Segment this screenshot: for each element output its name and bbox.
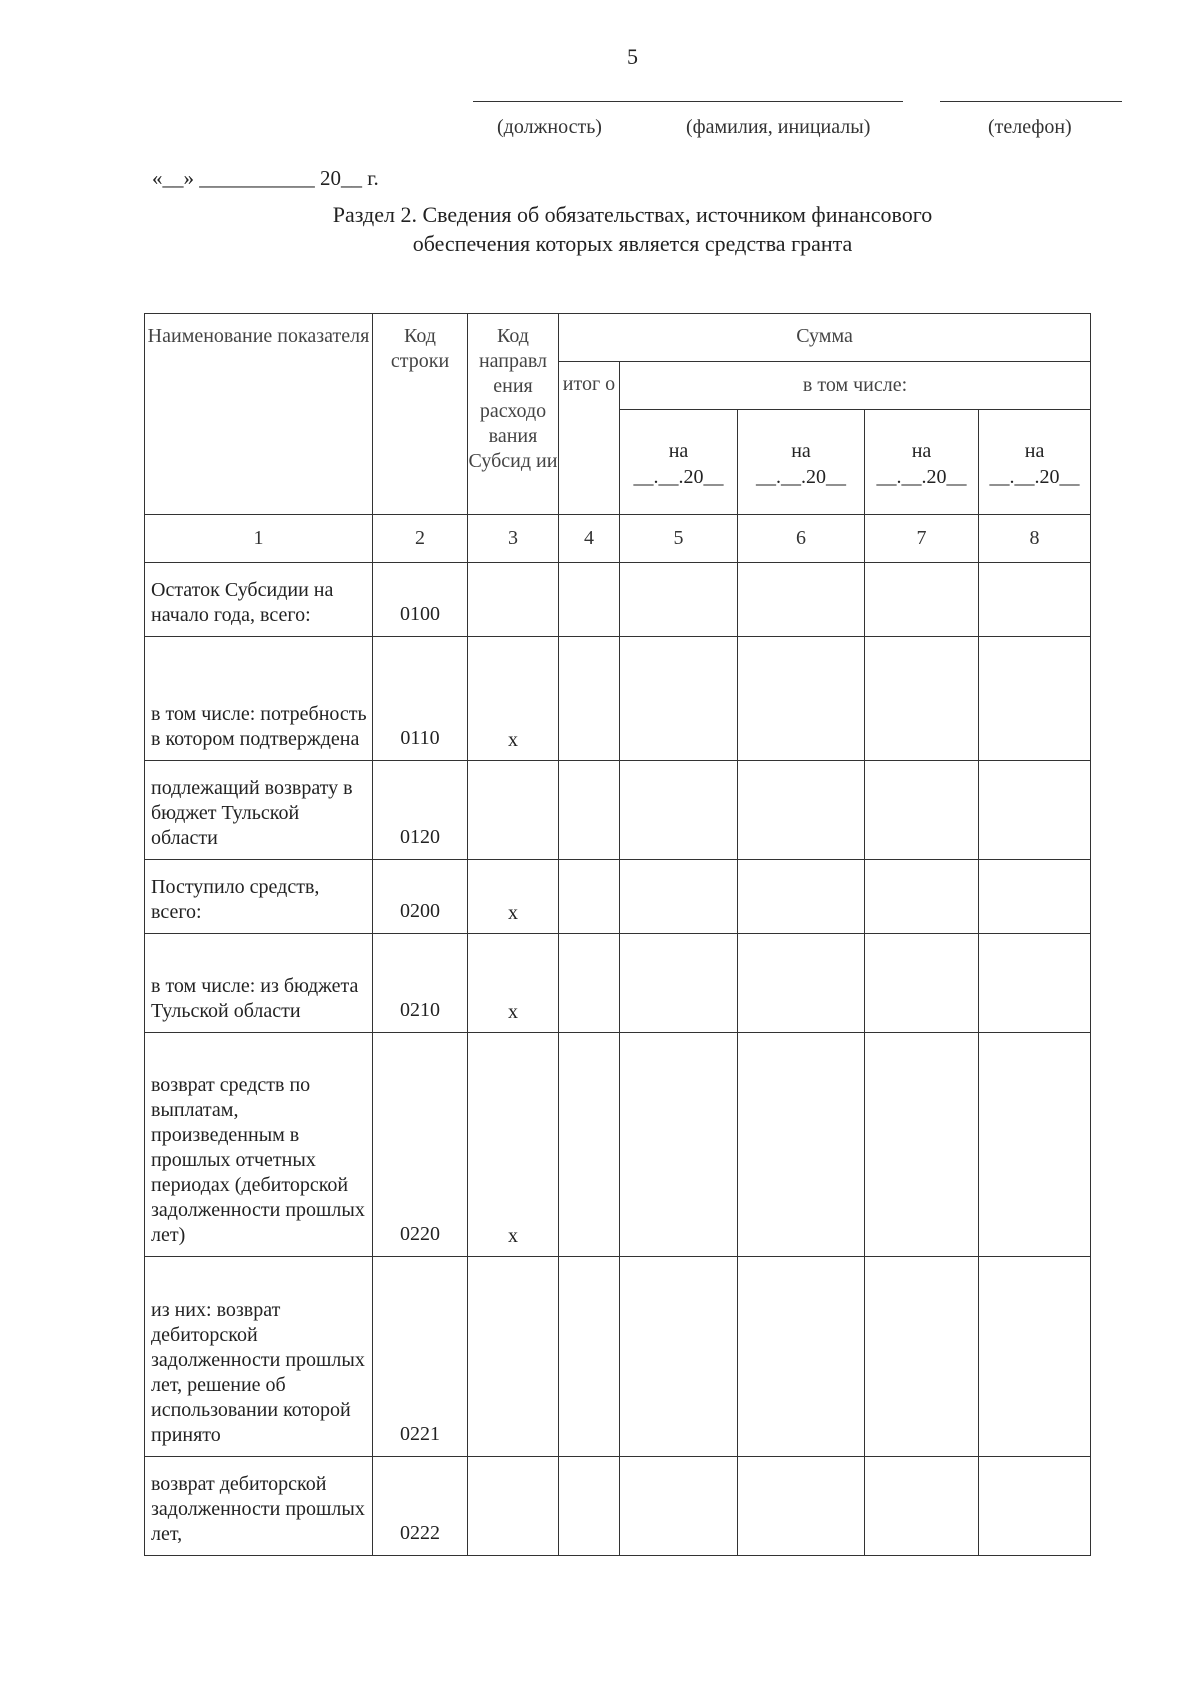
row-direction: x <box>468 934 559 1033</box>
row-direction <box>468 1257 559 1457</box>
header-name: Наименование показателя <box>145 314 373 515</box>
cell-date-2 <box>738 934 865 1033</box>
row-direction <box>468 1457 559 1556</box>
cell-date-4 <box>979 563 1091 637</box>
header-including: в том числе: <box>620 362 1091 410</box>
row-label: Поступило средств, всего: <box>145 860 373 934</box>
row-code: 0100 <box>373 563 468 637</box>
cell-date-1 <box>620 860 738 934</box>
section-title-line-2: обеспечения которых является средства гранта <box>412 231 853 256</box>
header-total: итог о <box>559 362 620 515</box>
header-date-na: на <box>791 440 811 462</box>
cell-total <box>559 860 620 934</box>
cell-date-3 <box>865 934 979 1033</box>
cell-date-3 <box>865 1257 979 1457</box>
cell-date-4 <box>979 860 1091 934</box>
header-date-value: __.__.20__ <box>756 466 846 488</box>
phone-caption: (телефон) <box>988 116 1072 138</box>
signature-line <box>473 101 903 102</box>
column-number: 8 <box>979 515 1091 563</box>
cell-date-2 <box>738 563 865 637</box>
cell-date-3 <box>865 761 979 860</box>
cell-date-2 <box>738 761 865 860</box>
table-row <box>145 563 1091 637</box>
header-date-col <box>738 410 865 515</box>
column-number: 6 <box>738 515 865 563</box>
cell-date-2 <box>738 1257 865 1457</box>
section-title-line-1: Раздел 2. Сведения об обязательствах, источником финансового <box>332 202 933 227</box>
header-date-col <box>865 410 979 515</box>
row-direction <box>468 563 559 637</box>
cell-date-2 <box>738 1033 865 1257</box>
row-label: возврат средств по выплатам, произведенным в прошлых отчетных периодах (дебиторской задолженности прошлых лет) <box>145 1033 373 1257</box>
cell-total <box>559 761 620 860</box>
row-direction: x <box>468 860 559 934</box>
table-row <box>145 860 1091 934</box>
row-code: 0222 <box>373 1457 468 1556</box>
table-row <box>145 1457 1091 1556</box>
cell-date-3 <box>865 563 979 637</box>
table-row <box>145 934 1091 1033</box>
cell-date-1 <box>620 1033 738 1257</box>
header-date-value: __.__.20__ <box>633 466 724 488</box>
phone-line <box>940 101 1122 102</box>
position-caption: (должность) <box>497 116 602 138</box>
row-code: 0110 <box>373 637 468 761</box>
row-label: в том числе: из бюджета Тульской области <box>145 934 373 1033</box>
row-label: подлежащий возврату в бюджет Тульской области <box>145 761 373 860</box>
date-line: «__» ___________ 20__ г. <box>152 166 379 190</box>
row-code: 0200 <box>373 860 468 934</box>
column-number: 2 <box>373 515 468 563</box>
cell-total <box>559 637 620 761</box>
cell-date-3 <box>865 637 979 761</box>
cell-date-4 <box>979 1457 1091 1556</box>
header-date-col <box>979 410 1091 515</box>
column-number: 4 <box>559 515 620 563</box>
row-code: 0221 <box>373 1257 468 1457</box>
row-direction <box>468 761 559 860</box>
cell-date-1 <box>620 761 738 860</box>
row-direction: x <box>468 1033 559 1257</box>
row-code: 0210 <box>373 934 468 1033</box>
name-caption: (фамилия, инициалы) <box>686 116 871 138</box>
header-date-value: __.__.20__ <box>989 466 1080 488</box>
header-date-na: на <box>668 440 689 462</box>
table-row <box>145 1257 1091 1457</box>
header-direction-code: Код направл ения расходо вания Субсид ии <box>468 314 559 515</box>
column-numbers-row <box>145 515 1091 563</box>
header-date-na: на <box>1024 440 1045 462</box>
cell-date-1 <box>620 1457 738 1556</box>
row-label: из них: возврат дебиторской задолженности прошлых лет, решение об использовании которой принято <box>145 1257 373 1457</box>
cell-date-2 <box>738 637 865 761</box>
row-code: 0220 <box>373 1033 468 1257</box>
cell-date-4 <box>979 1033 1091 1257</box>
table-row <box>145 1033 1091 1257</box>
cell-date-4 <box>979 1257 1091 1457</box>
column-number: 3 <box>468 515 559 563</box>
header-date-na: на <box>911 440 932 462</box>
cell-total <box>559 563 620 637</box>
cell-date-4 <box>979 637 1091 761</box>
section-title <box>0 200 1200 258</box>
table-row <box>145 761 1091 860</box>
cell-date-1 <box>620 563 738 637</box>
row-label: возврат дебиторской задолженности прошлых лет, <box>145 1457 373 1556</box>
obligations-table <box>144 313 1091 1556</box>
cell-date-1 <box>620 637 738 761</box>
header-date-value: __.__.20__ <box>876 466 967 488</box>
table-row <box>145 637 1091 761</box>
cell-total <box>559 934 620 1033</box>
cell-date-4 <box>979 934 1091 1033</box>
cell-total <box>559 1457 620 1556</box>
cell-date-3 <box>865 1033 979 1257</box>
cell-total <box>559 1033 620 1257</box>
cell-total <box>559 1257 620 1457</box>
header-sum: Сумма <box>559 314 1091 362</box>
cell-date-3 <box>865 1457 979 1556</box>
column-number: 5 <box>620 515 738 563</box>
cell-date-2 <box>738 1457 865 1556</box>
column-number: 7 <box>865 515 979 563</box>
page-number: 5 <box>627 44 638 69</box>
column-number: 1 <box>145 515 373 563</box>
row-label: Остаток Субсидии на начало года, всего: <box>145 563 373 637</box>
cell-date-3 <box>865 860 979 934</box>
row-code: 0120 <box>373 761 468 860</box>
cell-date-4 <box>979 761 1091 860</box>
row-label: в том числе: потребность в котором подтверждена <box>145 637 373 761</box>
header-row-code: Код строки <box>373 314 468 515</box>
cell-date-1 <box>620 1257 738 1457</box>
header-date-col <box>620 410 738 515</box>
cell-date-2 <box>738 860 865 934</box>
cell-date-1 <box>620 934 738 1033</box>
row-direction: x <box>468 637 559 761</box>
